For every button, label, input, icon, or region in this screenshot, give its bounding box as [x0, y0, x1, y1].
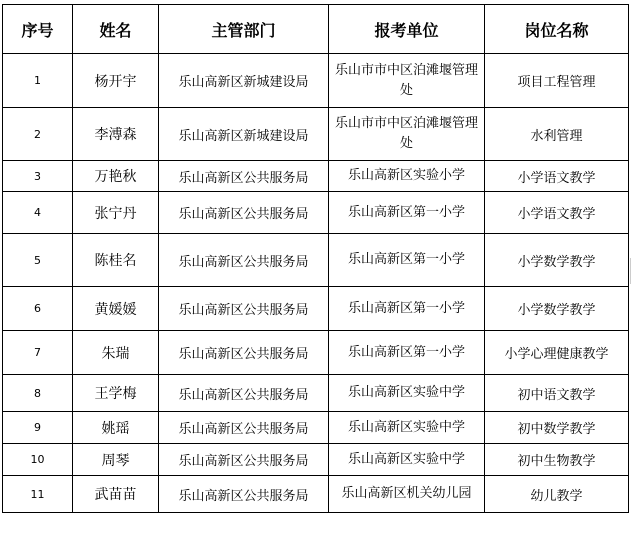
table-row — [3, 412, 629, 444]
cell-dept: 乐山高新区公共服务局 — [159, 287, 329, 331]
table-row — [3, 331, 629, 375]
cell-name: 陈桂名 — [73, 234, 159, 287]
cell-unit: 乐山高新区第一小学 — [329, 192, 485, 234]
header-dept: 主管部门 — [159, 5, 329, 54]
table-row — [3, 161, 629, 192]
cell-name: 姚瑶 — [73, 412, 159, 444]
cell-no: 2 — [3, 108, 73, 161]
cell-name: 张宁丹 — [73, 192, 159, 234]
cell-post: 小学语文教学 — [485, 192, 629, 234]
cell-post: 小学心理健康教学 — [485, 331, 629, 375]
cell-no: 7 — [3, 331, 73, 375]
cell-no: 8 — [3, 375, 73, 412]
cell-name: 周琴 — [73, 444, 159, 476]
cell-unit: 乐山高新区实验小学 — [329, 161, 485, 192]
cell-post: 项目工程管理 — [485, 54, 629, 108]
cell-name: 杨开宇 — [73, 54, 159, 108]
cell-no: 6 — [3, 287, 73, 331]
cell-dept: 乐山高新区公共服务局 — [159, 234, 329, 287]
cell-no: 4 — [3, 192, 73, 234]
cell-unit: 乐山高新区第一小学 — [329, 287, 485, 331]
cell-name: 黄媛媛 — [73, 287, 159, 331]
cell-dept: 乐山高新区公共服务局 — [159, 331, 329, 375]
cell-post: 初中生物教学 — [485, 444, 629, 476]
header-post: 岗位名称 — [485, 5, 629, 54]
table-row — [3, 54, 629, 108]
table-row — [3, 476, 629, 513]
cell-dept: 乐山高新区新城建设局 — [159, 108, 329, 161]
cell-unit: 乐山高新区实验中学 — [329, 444, 485, 476]
cell-no: 10 — [3, 444, 73, 476]
table-row — [3, 287, 629, 331]
cell-post: 初中语文教学 — [485, 375, 629, 412]
cell-dept: 乐山高新区公共服务局 — [159, 375, 329, 412]
cell-unit: 乐山高新区机关幼儿园 — [329, 476, 485, 513]
cell-dept: 乐山高新区公共服务局 — [159, 412, 329, 444]
cell-no: 3 — [3, 161, 73, 192]
cell-dept: 乐山高新区公共服务局 — [159, 161, 329, 192]
cell-name: 万艳秋 — [73, 161, 159, 192]
cell-unit: 乐山市市中区泊滩堰管理处 — [329, 108, 485, 161]
table-row — [3, 192, 629, 234]
cell-name: 王学梅 — [73, 375, 159, 412]
header-name: 姓名 — [73, 5, 159, 54]
personnel-table — [2, 4, 629, 513]
cell-no: 9 — [3, 412, 73, 444]
cell-unit: 乐山高新区第一小学 — [329, 234, 485, 287]
header-no: 序号 — [3, 5, 73, 54]
cell-unit: 乐山市市中区泊滩堰管理处 — [329, 54, 485, 108]
table-row — [3, 375, 629, 412]
table-row — [3, 108, 629, 161]
cell-unit: 乐山高新区第一小学 — [329, 331, 485, 375]
cell-post: 初中数学教学 — [485, 412, 629, 444]
cell-post: 幼儿教学 — [485, 476, 629, 513]
cell-name: 李溥森 — [73, 108, 159, 161]
cell-unit: 乐山高新区实验中学 — [329, 412, 485, 444]
header-row — [3, 5, 629, 54]
page-edge-divider — [630, 258, 635, 284]
cell-dept: 乐山高新区公共服务局 — [159, 476, 329, 513]
cell-name: 武苗苗 — [73, 476, 159, 513]
table-row — [3, 444, 629, 476]
cell-dept: 乐山高新区新城建设局 — [159, 54, 329, 108]
cell-post: 小学数学教学 — [485, 234, 629, 287]
header-unit: 报考单位 — [329, 5, 485, 54]
cell-dept: 乐山高新区公共服务局 — [159, 192, 329, 234]
cell-no: 1 — [3, 54, 73, 108]
cell-dept: 乐山高新区公共服务局 — [159, 444, 329, 476]
cell-post: 小学语文教学 — [485, 161, 629, 192]
cell-post: 小学数学教学 — [485, 287, 629, 331]
table-row — [3, 234, 629, 287]
cell-unit: 乐山高新区实验中学 — [329, 375, 485, 412]
cell-no: 11 — [3, 476, 73, 513]
cell-no: 5 — [3, 234, 73, 287]
cell-post: 水利管理 — [485, 108, 629, 161]
cell-name: 朱瑞 — [73, 331, 159, 375]
